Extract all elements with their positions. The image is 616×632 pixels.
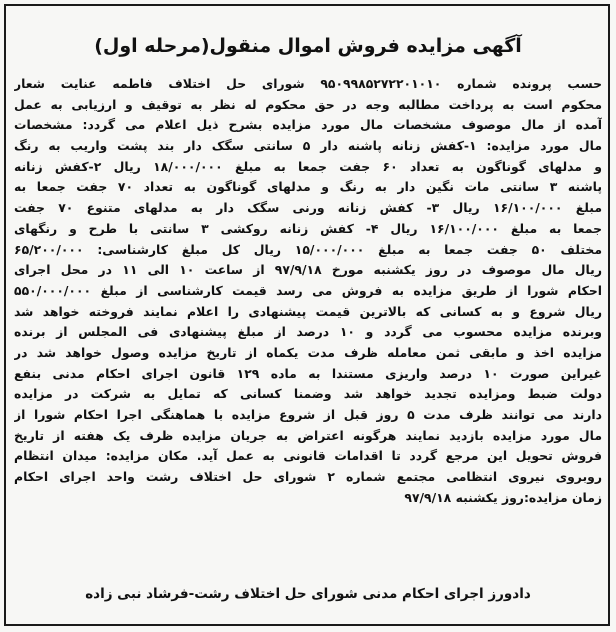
notice-line: فروش تحویل این مرجع گردد تا اقدامات قانونی به عمل آید. مکان مزایده: میدان انتظام <box>14 448 602 464</box>
notice-line: محکوم است به پرداخت مطالبه وجه در حق محکوم له نظر به توقیف و ارزیابی به عمل <box>14 96 602 112</box>
notice-title: آگهی مزایده فروش اموال منقول(مرحله اول) <box>94 35 522 57</box>
notice-line: روبروی نیروی انتظامی مجتمع شماره ۲ شورای حل اختلاف رشت واحد اجرای احکام <box>14 469 602 485</box>
notice-line: وبرنده مزایده محسوب می گردد و ۱۰ درصد از مبلغ پیشنهادی فی المجلس از برنده <box>14 324 602 340</box>
notice-line: مال مورد مزایده: ۱-کفش زنانه پاشنه دار ۵ سانتی سگک دار بند پشت واریب به رنگ <box>14 138 602 154</box>
notice-line: ریال شروع و به کسانی که بالاترین قیمت پیشنهادی را اعلام نمایند فروخته خواهد شد <box>14 303 602 319</box>
notice-line: آمده از مال موصوف مشخصات مال مورد مزایده بشرح ذیل اعلام می گردد: مشخصات <box>14 117 602 133</box>
notice-line: غیراین صورت ۱۰ درصد واریزی مستندا به ماده ۱۲۹ قانون اجرای احکام مدنی بنفع <box>14 365 602 381</box>
notice-line: و مدلهای گوناگون به تعداد ۶۰ جفت جمعا به مبلغ ۱۸/۰۰۰/۰۰۰ ریال ۲-کفش زنانه <box>14 158 602 174</box>
notice-line: مختلف ۵۰ جفت جمعا به مبلغ ۱۵/۰۰۰/۰۰۰ ریال کل مبلغ کارشناسی: ۶۵/۲۰۰/۰۰۰ <box>14 241 602 257</box>
notice-line: مال مورد مزایده بازدید نمایند هرگونه اعتراض به جریان مزایده ظرف یک هفته از تاریخ <box>14 427 602 443</box>
notice-line: دولت ضبط ومزایده تجدید خواهد شد وضمنا کسانی که تمایل به شرکت در مزایده <box>14 386 602 402</box>
notice-line: حسب پرونده شماره ۹۵۰۹۹۸۵۲۷۲۲۰۱۰۱۰ شورای حل اختلاف فاطمه عنایت شعار <box>14 76 602 91</box>
notice-line: زمان مزایده:روز یکشنبه ۹۷/۹/۱۸ <box>404 489 602 505</box>
notice-line: ریال مال موصوف در روز یکشنبه مورخ ۹۷/۹/۱۸ از ساعت ۱۰ الی ۱۱ در محل اجرای <box>14 262 602 278</box>
notice-line: دارند می توانند ظرف مدت ۵ روز قبل از شروع مزایده با هماهنگی اجرا احکام شورا از <box>14 407 602 422</box>
notice-body <box>14 74 602 508</box>
notice-line: پاشنه ۳ سانتی مات نگین دار به رنگ و مدلهای گوناگون به تعداد ۷۰ جفت جمعا به <box>14 179 602 195</box>
notice-line: احکام شورا از طریق مزایده به فروش می رسد قیمت کارشناسی از مبلغ ۵۵۰/۰۰۰/۰۰۰ <box>14 282 602 298</box>
notice-line: مزایده اخذ و مابقی ثمن معامله ظرف مدت یکماه از تاریخ مزایده وصول خواهد شد در <box>14 344 602 360</box>
notice-line: جمعا به مبلغ ۱۶/۱۰۰/۰۰۰ ریال ۴- کفش زنانه روکشی ۳ سانتی با طرح و رنگهای <box>14 220 602 236</box>
notice-line: مبلغ ۱۶/۱۰۰/۰۰۰ ریال ۳- کفش زنانه ورنی سگک دار به مدلهای متنوع ۷۰ جفت <box>14 200 602 216</box>
notice-signature: دادورز اجرای احکام مدنی شورای حل اختلاف رشت-فرشاد نبی زاده <box>85 586 531 602</box>
